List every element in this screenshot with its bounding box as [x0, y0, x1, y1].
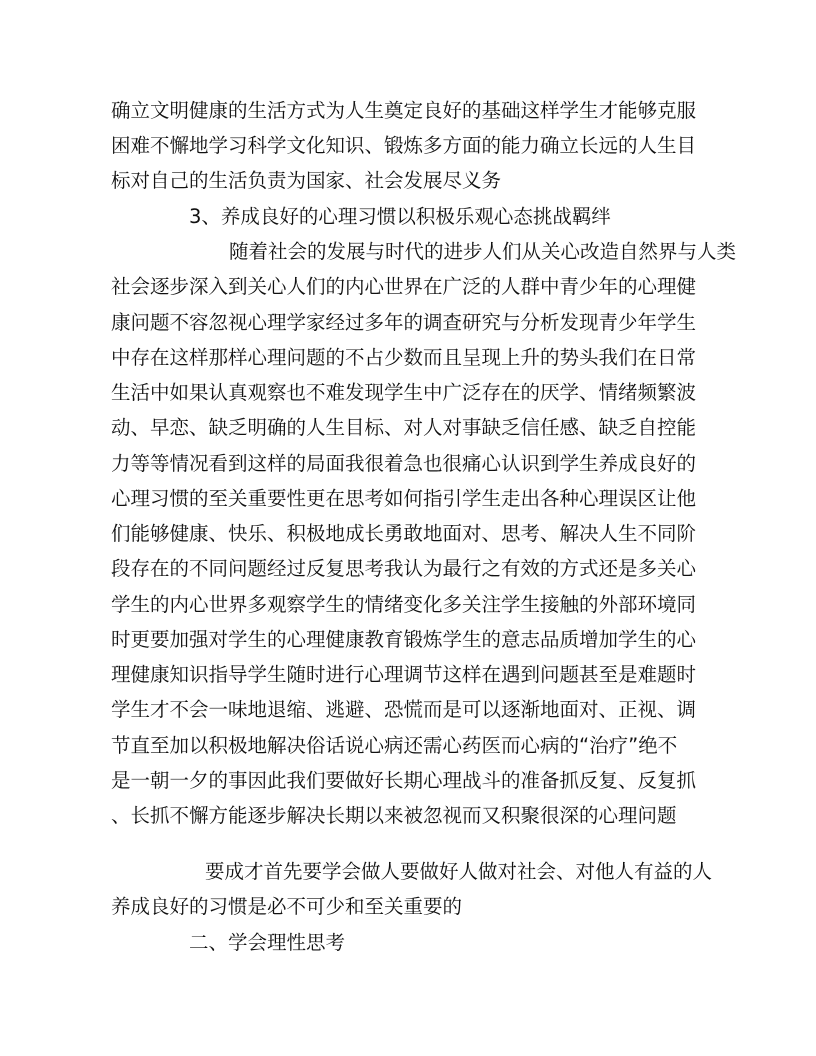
paragraph-line-18: 学生才不会一味地退缩、逃避、恐慌而是可以逐渐地面对、正视、调	[111, 698, 697, 721]
paragraph-line-10: 动、早恋、缺乏明确的人生目标、对人对事缺乏信任感、缺乏自控能	[111, 416, 697, 439]
section-heading-3: 3、养成良好的心理习惯以积极乐观心态挑战羁绊	[189, 205, 611, 228]
paragraph-line-6: 社会逐步深入到关心人们的内心世界在广泛的人群中青少年的心理健	[111, 275, 697, 298]
paragraph-line-17: 理健康知识指导学生随时进行心理调节这样在遇到问题甚至是难题时	[111, 663, 697, 686]
paragraph-line-9: 生活中如果认真观察也不难发现学生中广泛存在的厌学、情绪频繁波	[111, 381, 697, 404]
section-heading-2: 二、学会理性思考	[189, 931, 346, 954]
paragraph-line-12: 心理习惯的至关重要性更在思考如何指引学生走出各种心理误区让他	[111, 487, 697, 510]
paragraph-line-1: 确立文明健康的生活方式为人生奠定良好的基础这样学生才能够克服	[111, 99, 697, 122]
paragraph-line-14: 段存在的不同问题经过反复思考我认为最行之有效的方式还是多关心	[111, 557, 697, 580]
paragraph-line-15: 学生的内心世界多观察学生的情绪变化多关注学生接触的外部环境同	[111, 593, 697, 616]
paragraph-line-23: 养成良好的习惯是必不可少和至关重要的	[111, 895, 463, 918]
paragraph-line-20: 是一朝一夕的事因此我们要做好长期心理战斗的准备抓反复、反复抓	[111, 769, 697, 792]
paragraph-line-16: 时更要加强对学生的心理健康教育锻炼学生的意志品质增加学生的心	[111, 628, 697, 651]
paragraph-line-11: 力等等情况看到这样的局面我很着急也很痛心认识到学生养成良好的	[111, 452, 697, 475]
paragraph-line-7: 康问题不容忽视心理学家经过多年的调查研究与分析发现青少年学生	[111, 311, 697, 334]
paragraph-line-22: 要成才首先要学会做人要做好人做对社会、对他人有益的人	[205, 860, 713, 883]
paragraph-line-2: 困难不懈地学习科学文化知识、锻炼多方面的能力确立长远的人生目	[111, 134, 697, 157]
paragraph-line-21: 、长抓不懈方能逐步解决长期以来被忽视而又积聚很深的心理问题	[111, 804, 677, 827]
paragraph-line-8: 中存在这样那样心理问题的不占少数而且呈现上升的势头我们在日常	[111, 346, 697, 369]
paragraph-line-3: 标对自己的生活负责为国家、社会发展尽义务	[111, 169, 502, 192]
paragraph-line-13: 们能够健康、快乐、积极地成长勇敢地面对、思考、解决人生不同阶	[111, 522, 697, 545]
paragraph-line-5: 随着社会的发展与时代的进步人们从关心改造自然界与人类	[229, 240, 737, 263]
paragraph-line-19: 节直至加以积极地解决俗话说心病还需心药医而心病的“治疗”绝不	[111, 734, 678, 757]
